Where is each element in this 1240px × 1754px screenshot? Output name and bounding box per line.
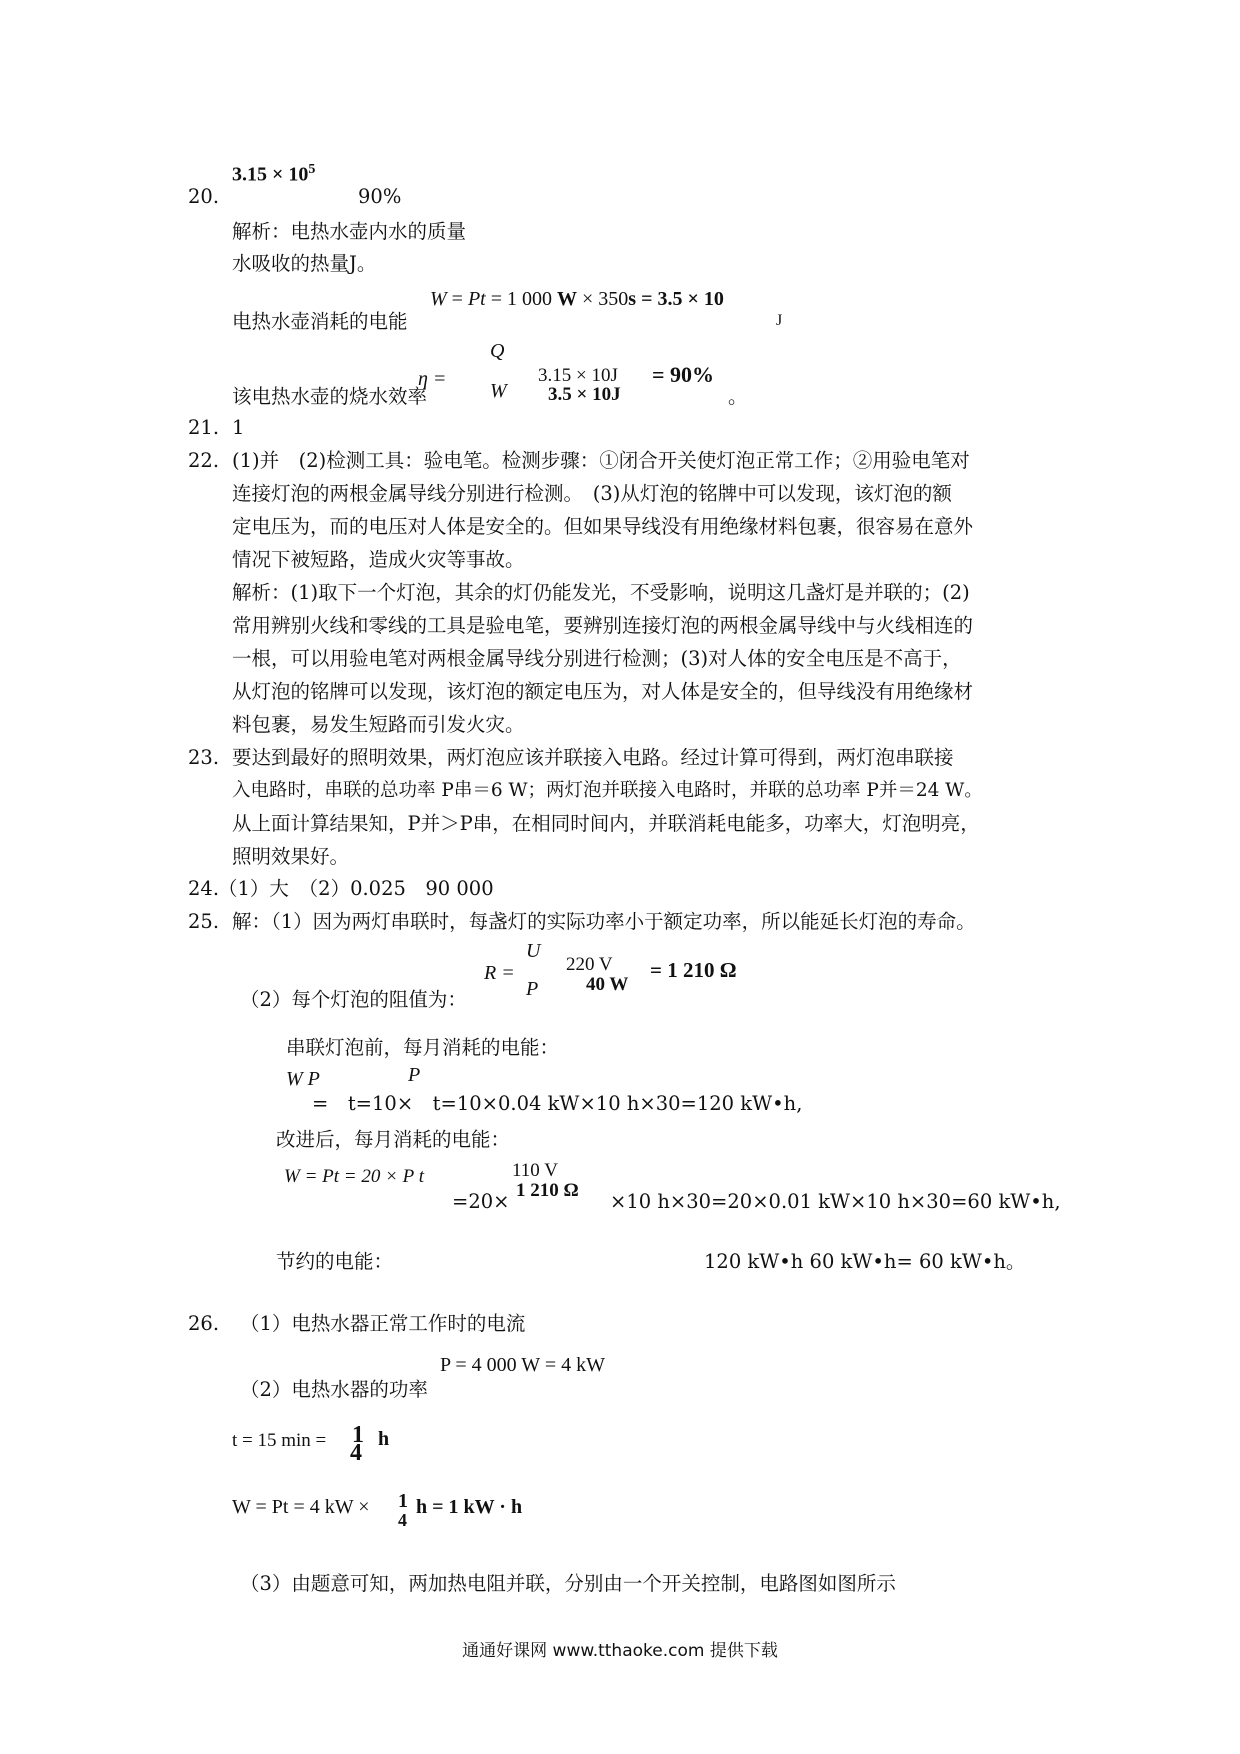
q26-time-den: 4 <box>350 1440 362 1466</box>
q26-time-num: 1 <box>352 1422 364 1448</box>
q20-eta-symbol: η = <box>418 368 447 390</box>
q26-line1: （1）电热水器正常工作时的电流 <box>240 1312 526 1335</box>
q22-line: (1)并 (2)检测工具：验电笔。检测步骤：①闭合开关使灯泡正常工作；②用验电笔对 <box>232 449 970 472</box>
q26-energy-den: 4 <box>398 1510 407 1530</box>
q20-analysis-line3: 电热水壶消耗的电能 <box>232 310 408 333</box>
q20-eta-result: = 90% <box>652 362 715 387</box>
q25-r-symbol: R = <box>484 962 515 984</box>
q25-r-bottom: 40 W <box>586 974 629 995</box>
q25-r-p: P <box>526 978 539 1000</box>
q26-power-formula: P = 4 000 W = 4 kW <box>440 1354 605 1376</box>
q22-number: 22. <box>188 449 220 472</box>
q23-line: 从上面计算结果知，P并＞P串，在相同时间内，并联消耗电能多，功率大，灯泡明亮， <box>232 812 980 835</box>
q24-number: 24. <box>188 877 220 900</box>
q25-number: 25. <box>188 910 220 933</box>
q22-line: 定电压为，而的电压对人体是安全的。但如果导线没有用绝缘材料包裹，很容易在意外 <box>232 515 974 538</box>
q23-line: 照明效果好。 <box>232 845 350 868</box>
q20-analysis-line4: 该电热水壶的烧水效率 <box>232 385 428 408</box>
q21-answer: 1 <box>232 416 245 439</box>
q25-w2-left: W = Pt = 20 × P t <box>284 1166 424 1187</box>
q26-number: 26. <box>188 1312 220 1335</box>
q24-answer: （1）大 （2）0.025 90 000 <box>218 877 494 900</box>
q26-energy-result: h = 1 kW · h <box>416 1496 523 1518</box>
q22-line: 一根，可以用验电笔对两根金属导线分别进行检测；(3)对人体的安全电压是不高于， <box>232 647 962 670</box>
q20-energy-unit: J <box>776 312 783 329</box>
q25-line3: 串联灯泡前，每月消耗的电能： <box>286 1036 560 1059</box>
q20-efficiency: 90% <box>358 185 402 208</box>
q25-line1: 解：（1）因为两灯串联时，每盏灯的实际功率小于额定功率，所以能延长灯泡的寿命。 <box>232 910 976 933</box>
q23-line: 要达到最好的照明效果，两灯泡应该并联接入电路。经过计算可得到，两灯泡串联接 <box>232 746 954 769</box>
q25-r-u: U <box>526 940 541 962</box>
q25-w2-b: ×10 h×30=20×0.01 kW×10 h×30=60 kW•h, <box>610 1190 1061 1213</box>
q26-line3: （3）由题意可知，两加热电阻并联，分别由一个开关控制，电路图如图所示 <box>240 1572 896 1595</box>
q22-line: 解析：(1)取下一个灯泡，其余的灯仍能发光，不受影响，说明这几盏灯是并联的；(2) <box>232 581 970 604</box>
q25-w2-bottom: 1 210 Ω <box>516 1180 579 1201</box>
q20-number: 20. <box>188 185 220 208</box>
q25-line5: 节约的电能： <box>276 1250 394 1273</box>
q23-number: 23. <box>188 746 220 769</box>
q20-analysis-line2: 水吸收的热量J。 <box>232 252 377 275</box>
q22-line: 情况下被短路，造成火灾等事故。 <box>232 548 525 571</box>
q20-eta-w: W <box>490 380 507 402</box>
q25-line2: （2）每个灯泡的阻值为： <box>240 988 467 1011</box>
q21-number: 21. <box>188 416 220 439</box>
q26-energy-formula: W = Pt = 4 kW × <box>232 1496 370 1518</box>
q25-w1-left: W P <box>286 1068 320 1090</box>
q22-line: 常用辨别火线和零线的工具是验电笔，要辨别连接灯泡的两根金属导线中与火线相连的 <box>232 614 974 637</box>
q26-line2: （2）电热水器的功率 <box>240 1378 428 1401</box>
q20-end: 。 <box>728 385 748 408</box>
q25-w2-a: =20× <box>452 1190 510 1213</box>
q22-line: 料包裹，易发生短路而引发火灾。 <box>232 713 525 736</box>
q20-analysis-line1: 解析：电热水壶内水的质量 <box>232 220 467 243</box>
q26-energy-num: 1 <box>398 1490 408 1512</box>
q22-line: 从灯泡的铭牌可以发现，该灯泡的额定电压为，对人体是安全的，但导线没有用绝缘材 <box>232 680 974 703</box>
q25-r-result: = 1 210 Ω <box>650 958 737 982</box>
q25-line4: 改进后，每月消耗的电能： <box>276 1128 511 1151</box>
q20-energy-formula: W = Pt = 1 000 W × 350s = 3.5 × 10 <box>430 288 724 310</box>
q23-line: 入电路时，串联的总功率 P串＝6 W；两灯泡并联接入电路时，并联的总功率 P并＝24 W。 <box>232 780 983 801</box>
q20-eta-bottom: 3.5 × 10J <box>548 384 621 405</box>
q20-eta-q: Q <box>490 340 505 362</box>
q25-w1-mid: P <box>408 1064 421 1086</box>
q25-w1: = t=10× t=10×0.04 kW×10 h×30=120 kW•h, <box>312 1092 803 1115</box>
q20-eta-top: 3.15 × 10J <box>538 365 618 386</box>
q20-formula: $3.15 \times 10^5$ <box>232 162 316 186</box>
q26-time-unit: h <box>378 1428 390 1450</box>
q25-saving: 120 kW•h 60 kW•h= 60 kW•h。 <box>704 1250 1026 1273</box>
q26-time-formula: t = 15 min = <box>232 1430 327 1451</box>
q25-r-top: 220 V <box>566 954 613 975</box>
page-footer: 通通好课网 www.tthaoke.com 提供下载 <box>462 1641 778 1661</box>
q25-w2-top: 110 V <box>512 1160 558 1181</box>
q22-line: 连接灯泡的两根金属导线分别进行检测。 (3)从灯泡的铭牌中可以发现，该灯泡的额 <box>232 482 952 505</box>
